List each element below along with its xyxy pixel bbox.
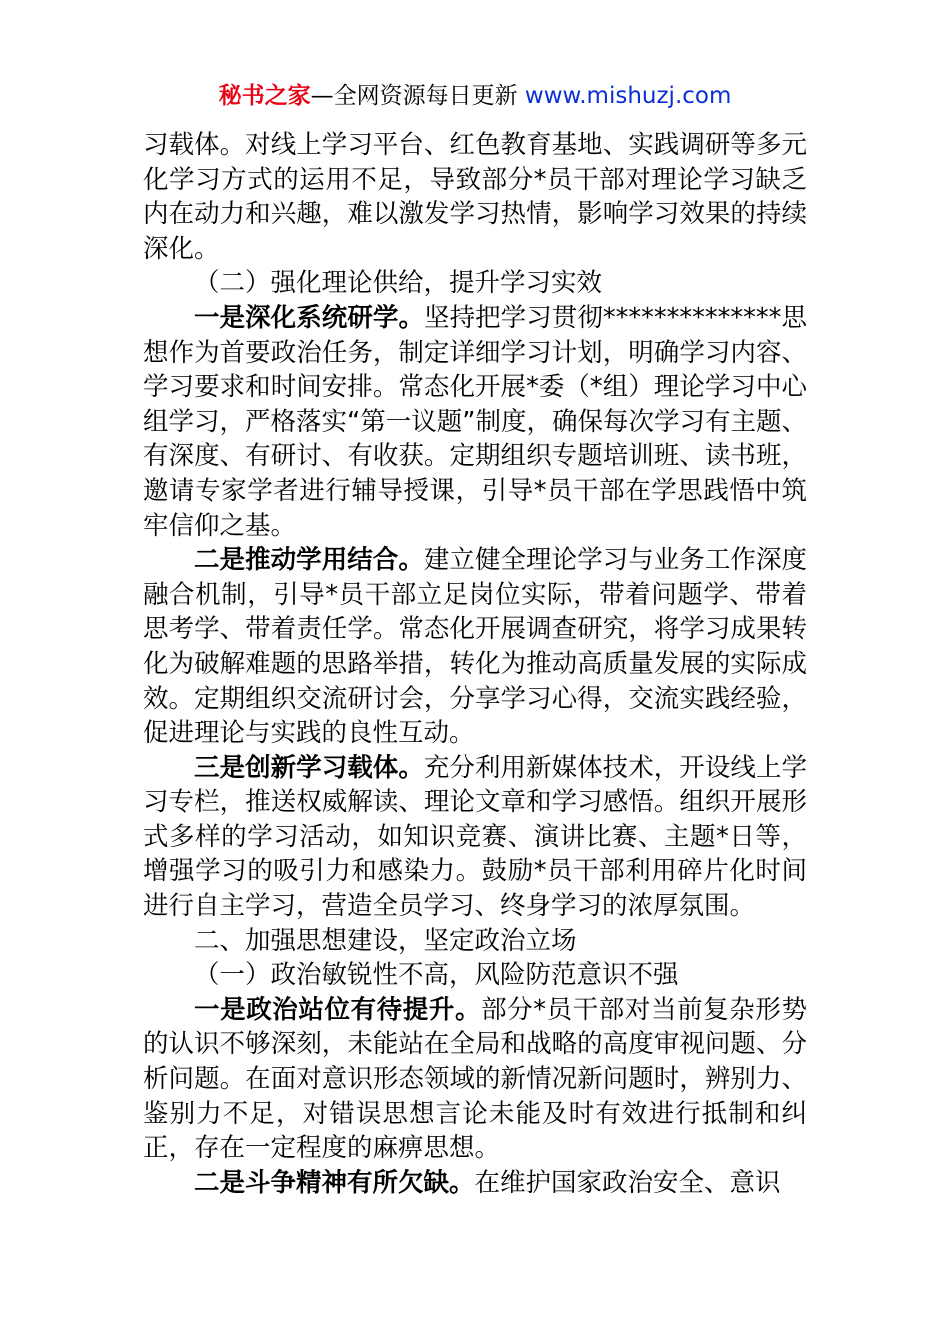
- paragraph-fighting-spirit: [143, 1166, 807, 1201]
- paragraph-text: 坚持把学习贯彻**************思想作为首要政治任务，制定详细学习计划，明确学习内容、学习要求和时间安排。常态化开展*委（*组）理论学习中心组学习，严格落实“第一议题”制度，确保每次学习有主题、有深度、有研讨、有收获。定期组织专题培训班、读书班，邀请专家学者进行辅导授课，引导*员干部在学思践悟中筑牢信仰之基。: [143, 302, 807, 541]
- section-heading-2-2: （二）强化理论供给，提升学习实效: [194, 268, 603, 299]
- paragraph-continuation: 习载体。对线上学习平台、红色教育基地、实践调研等多元化学习方式的运用不足，导致部分*员干部对理论学习缺乏内在动力和兴趣，难以激发学习热情，影响学习效果的持续深化。: [143, 130, 807, 264]
- paragraph-text: 充分利用新媒体技术，开设线上学习专栏，推送权威解读、理论文章和学习感悟。组织开展形式多样的学习活动，如知识竞赛、演讲比赛、主题*日等，增强学习的吸引力和感染力。鼓励*员干部利用碎片化时间进行自主学习，营造全员学习、终身学习的浓厚氛围。: [143, 752, 807, 922]
- paragraph-text: 部分*员干部对当前复杂形势的认识不够深刻，未能站在全局和战略的高度审视问题、分析问题。在面对意识形态领域的新情况新问题时，辨别力、鉴别力不足，对错误思想言论未能及时有效进行抵制和纠正，存在一定程度的麻痹思想。: [143, 994, 807, 1164]
- paragraph-lead: 一是深化系统研学。: [194, 302, 425, 333]
- paragraph-lead: 三是创新学习载体。: [194, 752, 424, 783]
- paragraph-political-stance: [143, 993, 807, 1166]
- paragraph-text: 建立健全理论学习与业务工作深度融合机制，引导*员干部立足岗位实际，带着问题学、带着思考学、带着责任学。常态化开展调查研究，将学习成果转化为破解难题的思路举措，转化为推动高质量发展的实际成效。定期组织交流研讨会，分享学习心得，交流实践经验，促进理论与实践的良性互动。: [143, 545, 807, 749]
- paragraph-lead: 一是政治站位有待提升。: [194, 994, 482, 1025]
- paragraph-combine-learning: [143, 543, 807, 751]
- header-tagline: —全网资源每日更新: [310, 83, 525, 109]
- paragraph-text: 在维护国家政治安全、意识: [474, 1167, 781, 1198]
- paragraph-innovate-carrier: [143, 751, 807, 924]
- paragraph-deepen-study: [143, 301, 807, 543]
- paragraph-lead: 二是推动学用结合。: [194, 545, 424, 576]
- brand-name: 秘书之家: [218, 83, 311, 109]
- document-body: [143, 128, 807, 1200]
- page-header: [0, 80, 950, 112]
- section-heading-2-1: （一）政治敏锐性不高，风险防范意识不强: [194, 960, 679, 991]
- section-heading-2: 二、加强思想建设，坚定政治立场: [194, 925, 577, 956]
- site-url[interactable]: www.mishuzj.com: [524, 83, 732, 109]
- paragraph-lead: 二是斗争精神有所欠缺。: [194, 1167, 475, 1198]
